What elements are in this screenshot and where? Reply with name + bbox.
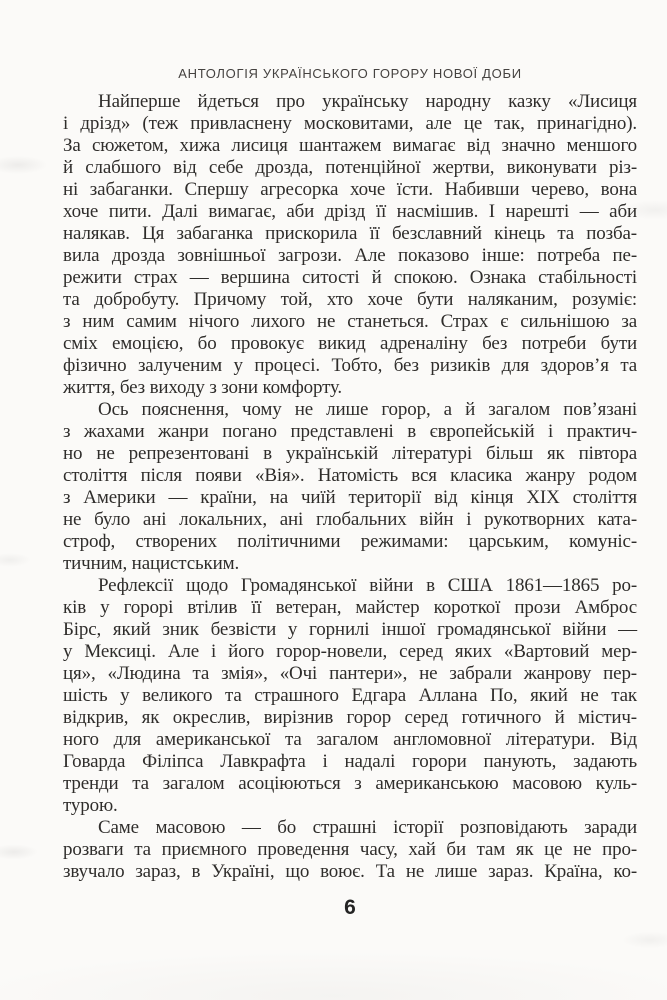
text-line: ків у горорі втілив її ветеран, майстер короткої прози Амброс bbox=[63, 597, 637, 618]
paragraph bbox=[63, 91, 637, 399]
text-line: й слабшого від себе дрозда, потенційної жертви, виконувати різ- bbox=[63, 157, 637, 178]
text-line: Ось пояснення, чому не лише горор, а й загалом пов’язані bbox=[98, 399, 637, 420]
text-line: хоче пити. Далі вимагає, аби дрізд її насмішив. І нарешті — аби bbox=[63, 201, 637, 222]
text-line: з ним самим нічого лихого не станеться. Страх є сильнішою за bbox=[63, 311, 637, 332]
text-line: з жахами жанри погано представлені в європейській і практич- bbox=[63, 421, 637, 442]
text-line: не було ані локальних, ані глобальних війн і рукотворних ката- bbox=[63, 509, 637, 530]
text-line: ного для американської та загалом англомовної літератури. Від bbox=[63, 729, 637, 750]
text-line: ця», «Людина та змія», «Очі пантери», не забрали жанрову пер- bbox=[63, 663, 637, 684]
page-number: 6 bbox=[344, 896, 356, 919]
text-line: розваги та приємного проведення часу, хай би там як це не про- bbox=[63, 839, 637, 860]
text-line: і дрізд» (теж привласнену московитами, але це так, принагідно). bbox=[63, 113, 637, 134]
text-line: відкрив, як окреслив, вирізнив горор серед готичного й містич- bbox=[63, 707, 637, 728]
paragraph bbox=[63, 817, 637, 883]
text-line: у Мексиці. Але і його горор-новели, серед яких «Вартовий мер- bbox=[63, 641, 637, 662]
running-header: АНТОЛОГІЯ УКРАЇНСЬКОГО ГОРОРУ НОВОЇ ДОБИ bbox=[178, 66, 522, 81]
text-line: Говарда Філіпса Лавкрафта і надалі горори панують, задають bbox=[63, 751, 637, 772]
text-line: но не репрезентовані в українській літературі більш як півтора bbox=[63, 443, 637, 464]
text-line: життя, без виходу з зони комфорту. bbox=[63, 377, 343, 398]
text-line: століття після появи «Вія». Натомість вся класика жанру родом bbox=[63, 465, 637, 486]
text-line: Найперше йдеться про українську народну казку «Лисиця bbox=[98, 91, 637, 112]
paragraph bbox=[63, 399, 637, 575]
text-line: режити страх — вершина ситості й спокою. Ознака стабільності bbox=[63, 267, 637, 288]
text-line: турою. bbox=[63, 795, 118, 816]
text-line: фізично залученим у процесі. Тобто, без ризиків для здоров’я та bbox=[63, 355, 637, 376]
text-line: Бірс, який зник безвісти у горнилі іншої громадянської війни — bbox=[63, 619, 637, 640]
text-line: Саме масовою — бо страшні історії розповідають заради bbox=[98, 817, 637, 838]
text-line: ні забаганки. Спершу агресорка хоче їсти. Набивши черево, вона bbox=[63, 179, 637, 200]
text-line: сміх емоцією, бо провокує викид адреналіну без потреби бути bbox=[63, 333, 637, 354]
text-line: вила дрозда зовнішньої загрози. Але показово інше: потреба пе- bbox=[63, 245, 637, 266]
text-line: Рефлексії щодо Громадянської війни в США 1861—1865 ро- bbox=[98, 575, 637, 596]
text-line: тичним, нацистським. bbox=[63, 553, 240, 574]
text-line: шість у великого та страшного Едгара Аллана По, який не так bbox=[63, 685, 637, 706]
text-line: та добробуту. Причому той, хто хоче бути наляканим, розуміє: bbox=[63, 289, 637, 310]
page-body bbox=[63, 91, 637, 883]
paragraph bbox=[63, 575, 637, 817]
text-line: налякав. Ця забаганка прискорила її безславний кінець та позба- bbox=[63, 223, 637, 244]
text-line: звучало зараз, в Україні, що воює. Та не лише зараз. Країна, ко- bbox=[63, 861, 637, 882]
text-line: з Америки — країни, на чиїй території від кінця XIX століття bbox=[63, 487, 637, 508]
text-line: За сюжетом, хижа лисиця шантажем вимагає від значно меншого bbox=[63, 135, 637, 156]
text-line: строф, створених політичними режимами: царським, комуніс- bbox=[63, 531, 637, 552]
text-line: тренди та загалом асоціюються з американською масовою куль- bbox=[63, 773, 637, 794]
